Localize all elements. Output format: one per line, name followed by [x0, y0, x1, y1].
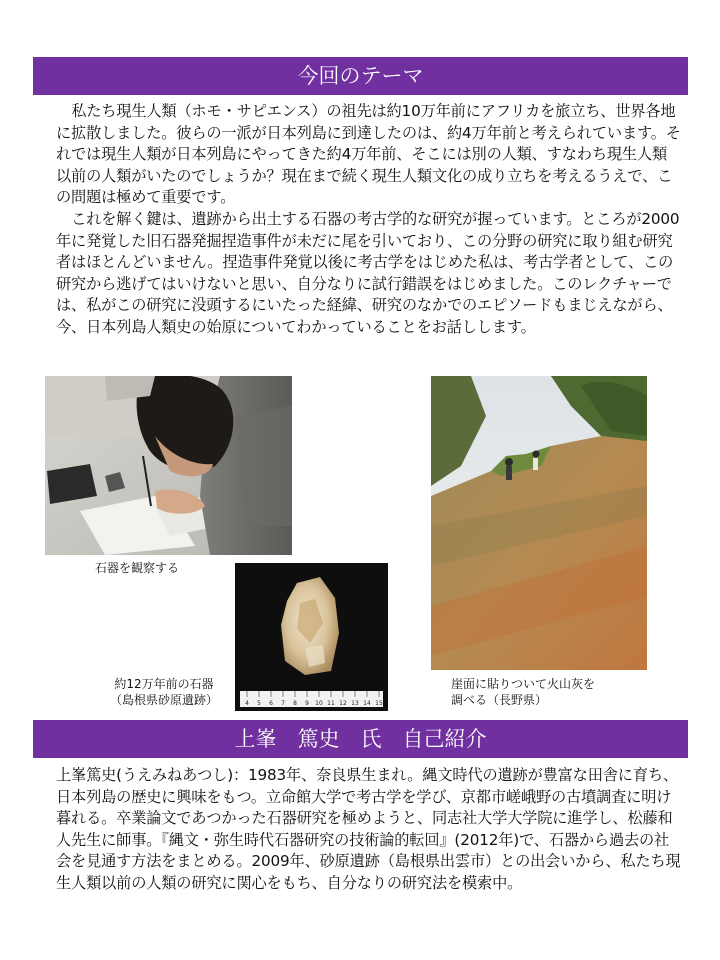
observe-photo: [45, 376, 292, 555]
observe-caption: 石器を観察する: [95, 561, 180, 575]
scale-label: 5: [257, 700, 261, 707]
cliff-photo: [431, 376, 647, 670]
stone-tool-caption-line2: （島根県砂原遺跡）: [110, 693, 219, 707]
scale-label: 4: [245, 700, 249, 707]
scale-label: 10: [315, 700, 323, 707]
stone-tool-caption-line1: 約12万年前の石器: [114, 677, 214, 691]
scale-label: 8: [293, 700, 297, 707]
scale-label: 12: [339, 700, 347, 707]
profile-bio: 上峯篤史(うえみねあつし)：1983年、奈良県生まれ。縄文時代の遺跡が豊富な田舎に育ち、日本列島の歴史に興味をもつ。立命館大学で考古学を学び、京都市嵯峨野の古墳調査に明け暮れる。卒業論文であつかった石器研究を極めようと、同志社大学大学院に進学し、松藤和人先生に師事。『縄文・弥生時代石器研究の技術論的転回』(2012年)で、石器から過去の社会を見通す方法をまとめる。2009年、砂原遺跡（島根県出雲市）との出会いから、私たち現生人類以前の人類の研究に関心をもち、自分なりの研究法を模索中。: [56, 766, 681, 892]
theme-paragraph-1: 私たち現生人類（ホモ・サピエンス）の祖先は約10万年前にアフリカを旅立ち、世界各地に拡散しました。彼らの一派が日本列島に到達したのは、約4万年前と考えられています。それでは現生人類が日本列島にやってきた約4万年前、そこには別の人類、すなわち現生人類以前の人類がいたのでしょうか？現在まで続く現生人類文化の成り立ちを考えるうえで、この問題は極めて重要です。: [56, 102, 681, 207]
stone-tool-photo: [235, 563, 388, 711]
cliff-caption-line1: 崖面に貼りついて火山灰を: [451, 677, 596, 691]
stone-tool-caption: [110, 676, 218, 708]
theme-paragraph-2: これを解く鍵は、遺跡から出土する石器の考古学的な研究が握っています。ところが2000年に発覚した旧石器発掘捏造事件が未だに尾を引いており、この分野の研究に取り組む研究者はほとんどいません。捏造事件発覚以後に考古学をはじめた私は、考古学者として、この研究から逃げてはいけないと思い、自分なりに試行錯誤をはじめました。このレクチャーでは、私がこの研究に没頭するにいたった経緯、研究のなかでのエピソードもまじえながら、今、日本列島人類史の始原についてわかっていることをお話しします。: [56, 209, 680, 336]
cliff-caption-line2: 調べる（長野県）: [451, 693, 548, 707]
theme-heading-banner: [33, 57, 688, 95]
scale-label: 7: [281, 700, 285, 707]
scale-label: 14: [363, 700, 371, 707]
cliff-caption: [451, 676, 595, 708]
scale-label: 6: [269, 700, 273, 707]
theme-heading: 今回のテーマ: [297, 64, 424, 88]
scale-label: 13: [351, 700, 359, 707]
scale-label: 15: [375, 700, 383, 707]
theme-text: [56, 101, 682, 339]
profile-heading-banner: [33, 720, 688, 758]
profile-heading: 上峯 篤史 氏 自己紹介: [234, 727, 487, 751]
scale-label: 9: [305, 700, 309, 707]
scale-label: 11: [327, 700, 335, 707]
